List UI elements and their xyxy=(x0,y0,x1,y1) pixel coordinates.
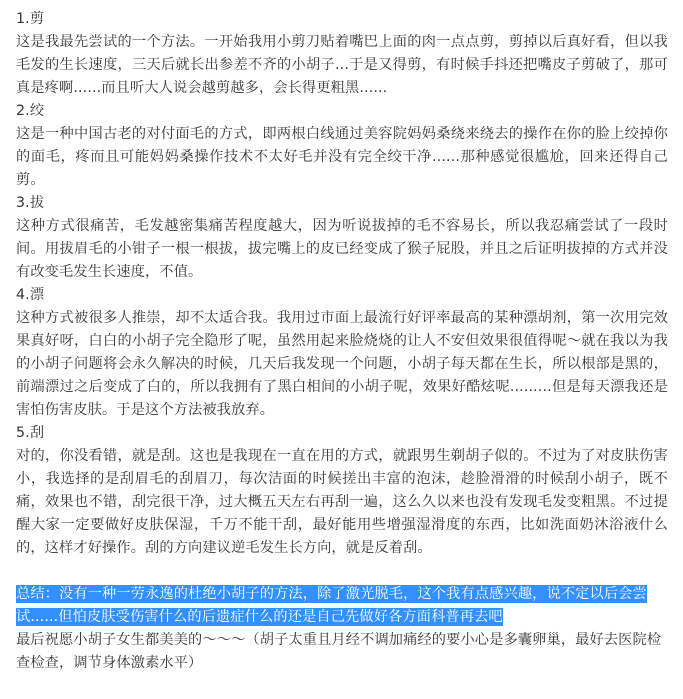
summary-paragraph xyxy=(16,583,668,629)
section-text-pluck: 这种方式很痛苦，毛发越密集痛苦程度越大，因为听说拔掉的毛不容易长，所以我忍痛尝试了一段时间。用拔眉毛的小钳子一根一根拔，拔完嘴上的皮已经变成了猴子屁股，并且之后证明拔掉的方式并没有改变毛发生长速度，不值。 xyxy=(16,218,668,280)
section-text-thread: 这是一种中国古老的对付面毛的方式，即两根白线通过美容院妈妈桑绕来绕去的操作在你的脸上绞掉你的面毛，疼而且可能妈妈桑操作技术不太好毛并没有完全绞干净......那种感觉很尴尬，回来还得自己剪。 xyxy=(16,126,668,188)
section-heading-bleach: 4.漂 xyxy=(16,287,45,303)
section-text-bleach: 这种方式被很多人推崇，却不太适合我。我用过市面上最流行好评率最高的某种漂胡剂，第一次用完效果真好呀，白白的小胡子完全隐形了呢，虽然用起来脸烧烧的让人不安但效果很值得呢～就在我以为我的小胡子问题将会永久解决的时候，几天后我发现一个问题，小胡子每天都在生长，所以根部是黑的，前端漂过之后变成了白的，所以我拥有了黑白相间的小胡子呢，效果好酷炫呢.........但是每天漂我还是害怕伤害皮肤。于是这个方法被我放弃。 xyxy=(16,310,668,418)
closing-paragraph: 最后祝愿小胡子女生都美美的～～～（胡子太重且月经不调加痛经的要小心是多囊卵巢，最好去医院检查检查，调节身体激素水平） xyxy=(16,632,662,671)
section-heading-pluck: 3.拔 xyxy=(16,195,45,211)
section-text-shave: 对的，你没看错，就是刮。这也是我现在一直在用的方式，就跟男生剃胡子似的。不过为了对皮肤伤害小，我选择的是刮眉毛的刮眉刀，每次洁面的时候搓出丰富的泡沫，趁脸滑滑的时候刮小胡子，既不痛，效果也不错，刮完很干净，过大概五天左右再刮一遍，这么久以来也没有发现毛发变粗黑。不过提醒大家一定要做好皮肤保湿，千万不能干刮，最好能用些增强湿滑度的东西，比如洗面奶沐浴液什么的，这样才好操作。刮的方向建议逆毛发生长方向，就是反着刮。 xyxy=(16,448,668,556)
section-heading-cut: 1.剪 xyxy=(16,11,45,27)
section-text-cut: 这是我最先尝试的一个方法。一开始我用小剪刀贴着嘴巴上面的肉一点点剪，剪掉以后真好看，但以我毛发的生长速度，三天后就长出参差不齐的小胡子...于是又得剪，有时候手抖还把嘴皮子剪破了，那可真是疼啊......而且听大人说会越剪越多，会长得更粗黑...... xyxy=(16,34,668,96)
section-heading-shave: 5.刮 xyxy=(16,425,45,441)
summary-highlight[interactable]: 总结：没有一种一劳永逸的杜绝小胡子的方法，除了激光脱毛，这个我有点感兴趣，说不定以后会尝试......但怕皮肤受伤害什么的后遗症什么的还是自己先做好各方面科普再去吧 xyxy=(16,586,647,625)
section-heading-thread: 2.绞 xyxy=(16,103,45,119)
article-body xyxy=(16,8,668,675)
paragraph-gap xyxy=(16,560,668,583)
